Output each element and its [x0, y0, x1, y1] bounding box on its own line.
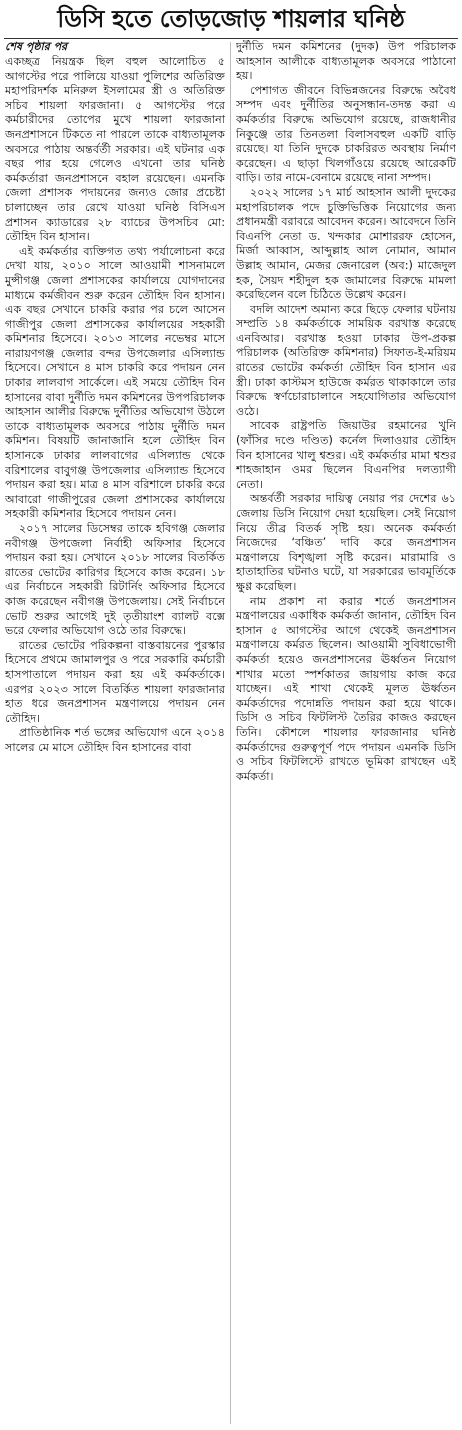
paragraph: এই কর্মকর্তার ব্যক্তিগত তথ্য পর্যালোচনা করে দেখা যায়, ২০১০ সালে আওয়ামী শাসনামলে মুন্সীগঞ্জ জেলা প্রশাসকের কার্যালয়ে যোগদানের মাধ্যমে কর্মজীবন শুরু করেন তৌহিদ বিন হাসান। এক বছর সেখানে চাকরি করার পর চলে আসেন গাজীপুর জেলা প্রশাসকের কার্যালয়ের সহকারী কমিশনার হিসেবে। ২০১৩ সালের নভেম্বর মাসে নারায়ণগঞ্জ জেলার বন্দর উপজেলার এসিল্যান্ড হিসেবে। সেখানে ৪ মাস চাকরি করে পদায়ন নেন ঢাকার লালবাগ সার্কেলে। এই সময়ে তৌহিদ বিন হাসানের বাবা দুর্নীতি দমন কমিশনের উপপরিচালক আহসান আলীর বিরুদ্ধে দুর্নীতির অভিযোগ উঠলে তাকে বাধ্যতামূলক অবসরে পাঠায় দুর্নীতি দমন কমিশন। বিষয়টি জানাজানি হলে তৌহিদ বিন হাসানকে ঢাকার লালবাগের এসিল্যান্ড থেকে বরিশালের বাবুগঞ্জ উপজেলার এসিল্যান্ড হিসেবে পদায়ন করা হয়। মাত্র ৪ মাস বরিশালে চাকরি করে আবারো গাজীপুরের জেলা প্রশাসকের কার্যালয়ে সহকারী কমিশনার হিসেবে পদায়ন নেন।	[5, 244, 225, 521]
headline-rule	[4, 38, 458, 39]
paragraph: রাতের ভোটের পরিকল্পনা বাস্তবায়নের পুরস্কার হিসেবে প্রথমে জামালপুর ও পরে সরকারি কর্মচারী হাসপাতালে পদায়ন করা হয় এই কর্মকর্তাকে। এরপর ২০২৩ সালে বিতর্কিত শায়লা ফারজানার হাত ধরে জনপ্রশাসন মন্ত্রণালয়ে পদায়ন নেন তৌহিদ।	[5, 638, 225, 725]
paragraph: পেশাগত জীবনে বিভিন্নজনের বিরুদ্ধে অবৈধ সম্পদ এবং দুর্নীতির অনুসন্ধান-তদন্ত করা এ কর্মকর্তার বিরুদ্ধে অভিযোগ রয়েছে, রাজধানীর নিকুঞ্জে তার তিনতলা বিলাসবহুল একটি বাড়ি রয়েছে। যা তিনি দুদকে চাকরিরত অবস্থায় নির্মাণ করেছেন। এ ছাড়া খিলগাঁওয়ে রয়েছে আরেকটি বাড়ি। তার নামে-বেনামে রয়েছে নানা সম্পদ।	[236, 83, 456, 185]
article-column-right	[236, 40, 456, 1426]
paragraph: নাম প্রকাশ না করার শর্তে জনপ্রশাসন মন্ত্রণালয়ের একাধিক কর্মকর্তা জানান, তৌহিদ বিন হাসান ৫ আগস্টের আগে থেকেই জনপ্রশাসন মন্ত্রণালয়ে কর্মরত ছিলেন। আওয়ামী সুবিধাভোগী কর্মকর্তা হয়েও জনপ্রশাসনের ঊর্ধ্বতন নিয়োগ শাখার মতো স্পর্শকাতর জায়গায় কাজ করে যাচ্ছেন। এই শাখা থেকেই মূলত ঊর্ধ্বতন কর্মকর্তাদের পদোন্নতি পদায়ন করা হয়ে থাকে। ডিসি ও সচিব ফিটলিস্ট তৈরির কাজও করছেন তিনি। কৌশলে শায়লার ফারজানার ঘনিষ্ঠ কর্মকর্তাদের গুরুত্বপূর্ণ পদে পদায়ন এমনকি ডিসি ও সচিব ফিটলিস্টে রাখতে ভূমিকা রাখছেন এই কর্মকর্তা।	[236, 594, 456, 783]
paragraph: ২০১৭ সালের ডিসেম্বর তাকে হবিগঞ্জ জেলার নবীগঞ্জ উপজেলা নির্বাহী অফিসার হিসেবে পদায়ন করা হয়। সেখানে ২০১৮ সালের বিতর্কিত রাতের ভোটের কারিগর হিসেবে কাজ করেন। ১৮ এর নির্বাচনে সহকারী রিটার্নিং অফিসার হিসেবে কাজ করেছেন নবীগঞ্জ উপজেলায়। সেই নির্বাচনে ভোট শুরুর আগেই দুই তৃতীয়াংশ ব্যালট বক্সে ভরে ফেলার অভিযোগ ওঠে তার বিরুদ্ধে।	[5, 522, 225, 638]
paragraph: বদলি আদেশ অমান্য করে ছিড়ে ফেলার ঘটনায় সম্প্রতি ১৪ কর্মকর্তাকে সাময়িক বরখাস্ত করেছে এনবিআর। বরখাস্ত হওয়া ঢাকার উপ-প্রকল্প পরিচালক (অতিরিক্ত কমিশনার) সিফাত-ই-মরিয়ম রাতের ভোটের কর্মকর্তা তৌহিদ বিন হাসান এর স্ত্রী। ঢাকা কাস্টমস হাউজে কর্মরত থাকাকালে তার বিরুদ্ধে স্বর্ণচোরাচালানে সহযোগিতার অভিযোগ ওঠে।	[236, 302, 456, 418]
continuation-tag: শেষ পৃষ্ঠার পর	[5, 40, 68, 53]
headline: ডিসি হতে তোড়জোড় শায়লার ঘনিষ্ঠ	[57, 5, 405, 33]
paragraph: দুর্নীতি দমন কমিশনের (দুদক) উপ পরিচালক আহসান আলীকে বাধ্যতামূলক অবসরে পাঠানো হয়।	[236, 40, 456, 83]
paragraph: অন্তর্বর্তী সরকার দায়িত্ব নেয়ার পর দেশের ৬১ জেলায় ডিসি নিয়োগ দেয়া হয়েছিল। সেই নিয়োগ নিয়ে তীব্র বিতর্ক সৃষ্টি হয়। অনেক কর্মকর্তা নিজেদের ‘বঞ্চিত’ দাবি করে জনপ্রশাসন মন্ত্রণালয়ে বিশৃঙ্খলা সৃষ্টি করেন। মারামারি ও হাতাহাতির ঘটনাও ঘটে, যা সরকারের ভাবমূর্তিকে ক্ষুণ্ণ করেছিল।	[236, 492, 456, 593]
article-column-left	[5, 40, 225, 1426]
paragraph: একচ্ছত্র নিয়ন্ত্রক ছিল বহুল আলোচিত ৫ আগস্টের পরে পালিয়ে যাওয়া পুলিশের অতিরিক্ত মহাপরিদর্শক মনিরুল ইসলামের স্ত্রী ও অতিরিক্ত সচিব শায়লা ফারজানা। ৫ আগস্টের পরে কর্মচারীদের তোপের মুখে শায়লা ফারজানা জনপ্রশাসনে টিকতে না পারলে তাকে বাধ্যতামূলক অবসরে পাঠায় অন্তর্বর্তী সরকার। এই ঘটনার এক বছর পার হয়ে গেলেও এখনো তার ঘনিষ্ঠ কর্মকর্তারা জনপ্রশাসনে বহাল রয়েছেন। এমনকি জেলা প্রশাসক পদায়নের জন্যও জোর প্রচেষ্টা চালাচ্ছেন তার রেখে যাওয়া ঘনিষ্ঠ বিসিএস প্রশাসন ক্যাডারের ২৮ ব্যাচের উপসচিব মো: তৌহিদ বিন হাসান।	[5, 55, 225, 244]
paragraph: ২০২২ সালের ১৭ মার্চ আহসান আলী দুদকের মহাপরিচালক পদে চুক্তিভিত্তিক নিয়োগের জন্য প্রধানমন্ত্রী বরাবরে আবেদন করেন। আবেদনে তিনি বিএনপি নেতা ড. খন্দকার মোশাররফ হোসেন, মির্জা আব্বাস, আব্দুল্লাহ আল নোমান, আমান উল্লাহ আমান, মেজর জেনারেল (অব:) মাজেদুল হক, সৈয়দ শহীদুল হক জামালের বিরুদ্ধে মামলা করেছিলেন বলে চিঠিতে উল্লেখ করেন।	[236, 185, 456, 302]
paragraph: সাবেক রাষ্ট্রপতি জিয়াউর রহমানের খুনি (ফাঁসির দণ্ডে দণ্ডিত) কর্নেল দিলাওয়ার তৌহিদ বিন হাসানের খালু শ্বশুর। এই কর্মকর্তার মামা শ্বশুর শাহজাহান ওমর ছিলেন বিএনপির দলত্যাগী নেতা।	[236, 419, 456, 491]
paragraph: প্রাতিষ্ঠানিক শর্ত ভঙ্গের অভিযোগ এনে ২০১৪ সালের মে মাসে তৌহিদ বিন হাসানের বাবা	[5, 726, 225, 754]
column-divider	[230, 42, 231, 1424]
